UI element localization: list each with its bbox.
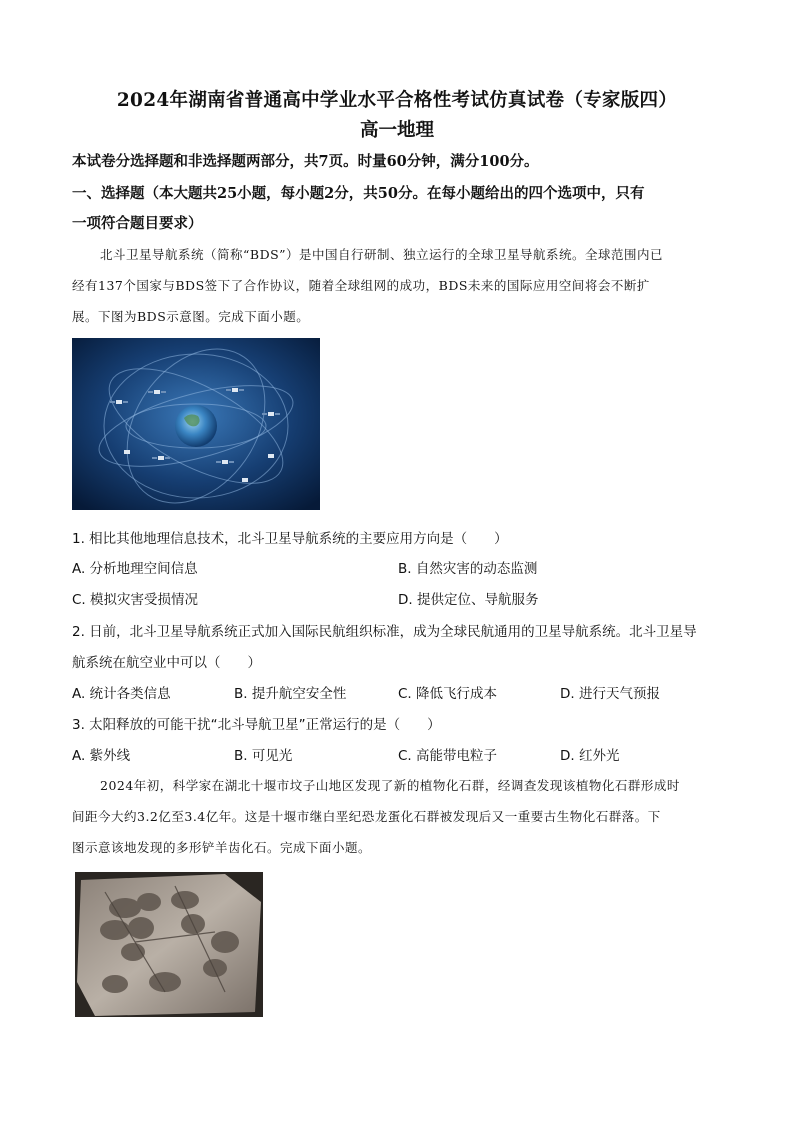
question-3-stem: 3. 太阳释放的可能干扰“北斗导航卫星”正常运行的是（ ） (72, 717, 441, 733)
question-1-option-b[interactable]: B. 自然灾害的动态监测 (398, 561, 538, 577)
question-3-option-b[interactable]: B. 可见光 (234, 748, 293, 764)
exam-intro: 本试卷分选择题和非选择题两部分，共7页。时量60分钟，满分100分。 (72, 153, 539, 170)
question-1-stem: 1. 相比其他地理信息技术，北斗卫星导航系统的主要应用方向是（ ） (72, 531, 508, 547)
question-2-stem-line2: 航系统在航空业中可以（ ） (72, 655, 261, 671)
passage1-line2: 经有137个国家与BDS签下了合作协议，随着全球组网的成功，BDS未来的国际应用空间将会不断扩 (72, 278, 650, 293)
question-2-option-a[interactable]: A. 统计各类信息 (72, 686, 171, 702)
passage1-line1: 北斗卫星导航系统（简称“BDS”）是中国自行研制、独立运行的全球卫星导航系统。全球范围内已 (100, 247, 664, 262)
passage1-line3: 展。下图为BDS示意图。完成下面小题。 (72, 309, 310, 324)
question-3-option-a[interactable]: A. 紫外线 (72, 748, 131, 764)
question-3-option-d[interactable]: D. 红外光 (560, 748, 620, 764)
question-2-option-d[interactable]: D. 进行天气预报 (560, 686, 660, 702)
question-1-option-d[interactable]: D. 提供定位、导航服务 (398, 592, 539, 608)
passage2-line1: 2024年初，科学家在湖北十堰市坟子山地区发现了新的植物化石群，经调查发现该植物化石群形成时 (100, 778, 680, 793)
section-heading-line2: 一项符合题目要求） (72, 215, 203, 232)
question-3-option-c[interactable]: C. 高能带电粒子 (398, 748, 498, 764)
question-2-option-b[interactable]: B. 提升航空安全性 (234, 686, 347, 702)
question-2-option-c[interactable]: C. 降低飞行成本 (398, 686, 498, 702)
exam-subject: 高一地理 (359, 120, 434, 141)
question-1-option-a[interactable]: A. 分析地理空间信息 (72, 561, 198, 577)
question-2-stem-line1: 2. 日前，北斗卫星导航系统正式加入国际民航组织标准，成为全球民航通用的卫星导航系统。北斗卫星导 (72, 624, 697, 640)
bds-satellite-figure (72, 338, 320, 510)
exam-title: 2024年湖南省普通高中学业水平合格性考试仿真试卷（专家版四） (116, 90, 678, 111)
question-1-option-c[interactable]: C. 模拟灾害受损情况 (72, 592, 199, 608)
passage2-line3: 图示意该地发现的多形铲羊齿化石。完成下面小题。 (72, 840, 372, 855)
section-heading-line1: 一、选择题（本大题共25小题，每小题2分，共50分。在每小题给出的四个选项中，只有 (72, 185, 645, 202)
passage2-line2: 间距今大约3.2亿至3.4亿年。这是十堰市继白垩纪恐龙蛋化石群被发现后又一重要古生物化石群落。下 (72, 809, 661, 824)
fern-fossil-photo (75, 872, 263, 1017)
